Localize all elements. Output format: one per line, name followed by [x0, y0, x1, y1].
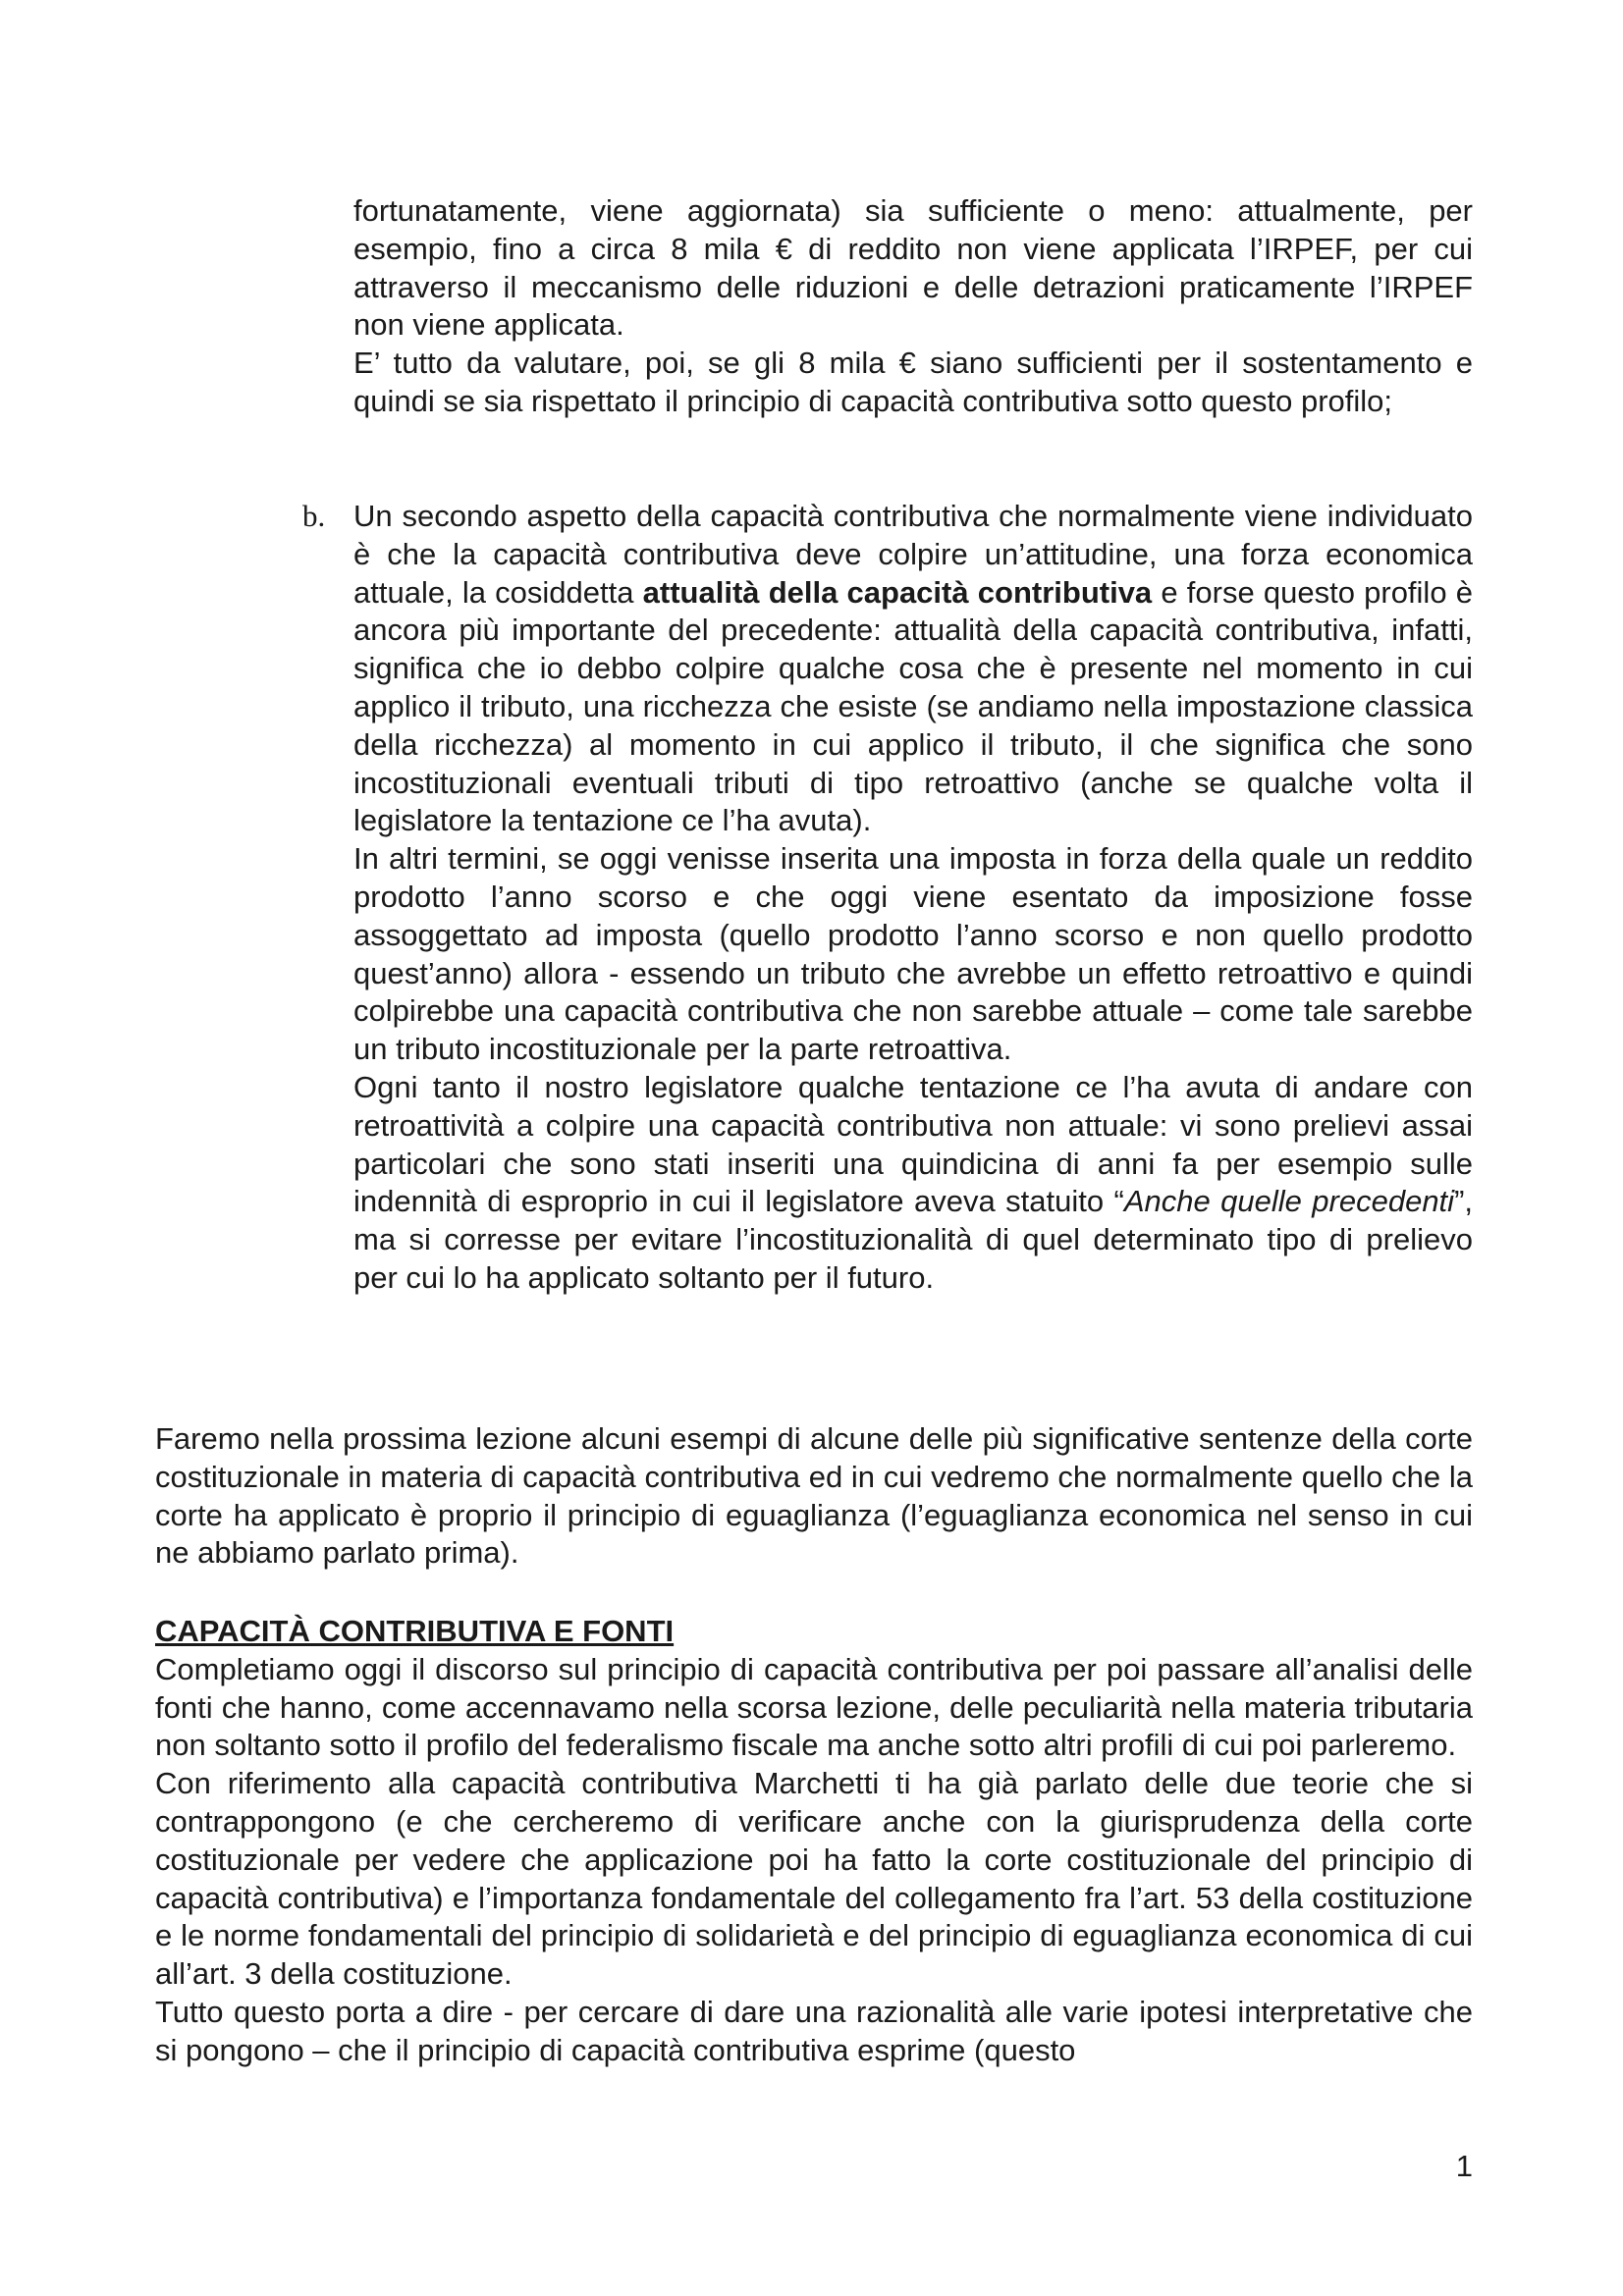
item-b-para3-before: Ogni tanto il nostro legislatore qualche tentazione ce l’ha avuta di andare con retroattività a colpire una capacità contributiva non attuale: vi sono prelievi assai particolari che sono stati inseriti una quindicina di anni fa per esempio sulle indennità di esproprio in cui il legislatore aveva statuito “ — [353, 1069, 1473, 1219]
item-b-bold-term: attualità della capacità contributiva — [642, 574, 1153, 610]
item-b-paragraph-3 — [353, 1069, 1473, 1298]
section-heading: CAPACITÀ CONTRIBUTIVA E FONTI — [155, 1614, 675, 1648]
next-lesson-block — [155, 1420, 1473, 1573]
list-marker-b: b. — [302, 499, 326, 533]
section-paragraph-3: Tutto questo porta a dire - per cercare di dare una razionalità alle varie ipotesi interpretative che si pongono – che il principio di capacità contributiva esprime (questo — [155, 1994, 1473, 2067]
item-b-intro: Un secondo aspetto della capacità contributiva che normalmente viene individuato è che la capacità contributiva deve colpire un’attitudine, una forza economica attuale, la cosiddetta — [353, 499, 1473, 610]
next-lesson-paragraph: Faremo nella prossima lezione alcuni esempi di alcune delle più significative sentenze della corte costituzionale in materia di capacità contributiva ed in cui vedremo che normalmente quello che la corte ha applicato è proprio il principio di eguaglianza (l’eguaglianza economica nel senso in cui ne abbiamo parlato prima). — [155, 1421, 1473, 1571]
page-number: 1 — [1455, 2149, 1473, 2183]
section-paragraph-2: Con riferimento alla capacità contributiva Marchetti ti ha già parlato delle due teorie che si contrappongono (e che cercheremo di verificare anche con la giurisprudenza della corte costituzionale per vedere che applicazione poi ha fatto la corte costituzionale del principio di capacità contributiva) e l’importanza fondamentale del collegamento fra l’art. 53 della costituzione e le norme fondamentali del principio di solidarietà e del principio di eguaglianza economica di cui all’art. 3 della costituzione. — [155, 1766, 1473, 1992]
item-b-paragraph-2: In altri termini, se oggi venisse inserita una imposta in forza della quale un reddito prodotto l’anno scorso e che oggi viene esentato da imposizione fosse assoggettato ad imposta (quello prodotto l’anno scorso e non quello prodotto quest’anno) allora - essendo un tributo che avrebbe un effetto retroattivo e quindi colpirebbe una capacità contributiva che non sarebbe attuale – come tale sarebbe un tributo incostituzionale per la parte retroattiva. — [353, 841, 1473, 1067]
list-item-b — [353, 498, 1473, 1298]
item-b-para3-after: ”, ma si corresse per evitare l’incostituzionalità di quel determinato tipo di prelievo per cui lo ha applicato soltanto per il futuro. — [353, 1184, 1473, 1295]
section-paragraph-1: Completiamo oggi il discorso sul principio di capacità contributiva per poi passare all’analisi delle fonti che hanno, come accennavamo nella scorsa lezione, delle peculiarità nella materia tributaria non soltanto sotto il profilo del federalismo fiscale ma anche sotto altri profili di cui poi parleremo. — [155, 1651, 1473, 1763]
item-b-rest: e forse questo profilo è ancora più importante del precedente: attualità della capacità contributiva, infatti, significa che io debbo colpire qualche cosa che è presente nel momento in cui applico il tributo, una ricchezza che esiste (se andiamo nella impostazione classica della ricchezza) al momento in cui applico il tributo, il che significa che sono incostituzionali eventuali tributi di tipo retroattivo (anche se qualche volta il legislatore la tentazione ce l’ha avuta). — [353, 574, 1473, 838]
section-block — [155, 1613, 1473, 2070]
item-b-para3-italic: Anche quelle precedenti — [1123, 1184, 1455, 1219]
item-b-paragraph-1 — [353, 498, 1473, 840]
continuation-paragraph-2: E’ tutto da valutare, poi, se gli 8 mila € siano sufficienti per il sostentamento e quindi se sia rispettato il principio di capacità contributiva sotto questo profilo; — [353, 346, 1473, 418]
continuation-paragraph-1: fortunatamente, viene aggiornata) sia sufficiente o meno: attualmente, per esempio, fino a circa 8 mila € di reddito non viene applicata l’IRPEF, per cui attraverso il meccanismo delle riduzioni e delle detrazioni praticamente l’IRPEF non viene applicata. — [353, 193, 1473, 343]
continuation-block — [353, 192, 1473, 421]
